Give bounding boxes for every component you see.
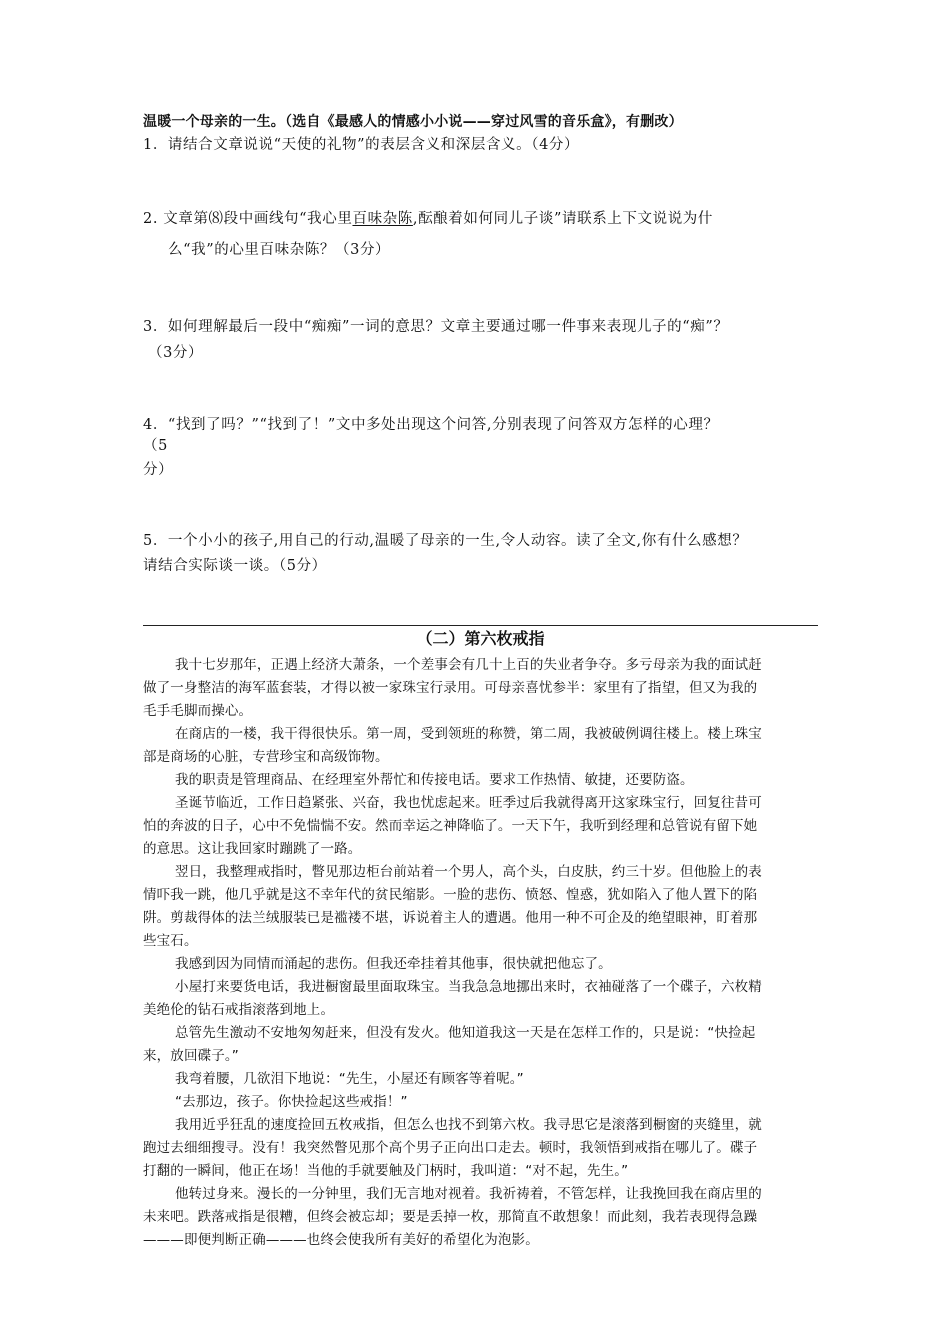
question-4-line-1: 4．“找到了吗？”“找到了！”文中多处出现这个问答,分别表现了问答双方怎样的心理？ [143, 417, 719, 433]
question-2-line-1 [143, 208, 713, 230]
question-1: 1．请结合文章说说“天使的礼物”的表层含义和深层含义。（4分） [143, 137, 580, 153]
question-3-line-1: 3．如何理解最后一段中“痴痴”一词的意思？文章主要通过哪一件事来表现儿子的“痴”？ [143, 319, 729, 335]
story-line: 小屋打来要货电话，我进橱窗最里面取珠宝。当我急急地挪出来时，衣袖碰落了一个碟子，六枚精 [175, 979, 762, 995]
underlined-phrase: 百味杂陈 [352, 211, 413, 227]
story-line: 在商店的一楼，我干得很快乐。第一周，受到领班的称赞，第二周，我被破例调往楼上。楼上珠宝 [175, 726, 762, 742]
story-line: 的意思。这让我回家时蹦跳了一路。 [143, 841, 362, 857]
story-line: 我用近乎狂乱的速度捡回五枚戒指，但怎么也找不到第六枚。我寻思它是滚落到橱窗的夹缝里，就 [175, 1117, 762, 1133]
question-2-suffix: ,酝酿着如何同儿子谈”请联系上下文说说为什 [412, 211, 713, 227]
story-line: 未来吧。跌落戒指是很糟，但终会被忘却；要是丢掉一枚，那简直不敢想象！而此刻，我若表现得急躁 [143, 1209, 758, 1225]
story-line: ———即便判断正确———也终会使我所有美好的希望化为泡影。 [143, 1232, 539, 1248]
question-2-line-2: 么“我”的心里百味杂陈？（3分） [168, 242, 391, 258]
question-5-line-2: 请结合实际谈一谈。（5分） [143, 558, 327, 574]
question-4-line-2: （5 [143, 438, 168, 454]
story-line: “去那边，孩子。你快捡起这些戒指！” [175, 1094, 408, 1110]
story-line: 美绝伦的钻石戒指滚落到地上。 [143, 1002, 335, 1018]
story-line: 圣诞节临近，工作日趋紧张、兴奋，我也忧虑起来。旺季过后我就得离开这家珠宝行，回复往昔可 [175, 795, 762, 811]
story-line: 情吓我一跳，他几乎就是这不幸年代的贫民缩影。一脸的悲伤、愤怒、惶惑，犹如陷入了他人置下的陷 [143, 887, 758, 903]
question-2-prefix: 2. 文章第⑻段中画线句“我心里 [143, 211, 353, 227]
question-3-line-2: （3分） [148, 345, 204, 361]
story-title: （二）第六枚戒指 [416, 629, 545, 648]
story-line: 怕的奔波的日子，心中不免惴惴不安。然而幸运之神降临了。一天下午，我听到经理和总管说有留下她 [143, 818, 758, 834]
question-4-line-3: 分） [143, 462, 174, 478]
story-line: 毛手毛脚而操心。 [143, 703, 253, 719]
story-line: 打翻的一瞬间，他正在场！当他的手就要触及门柄时，我叫道：“对不起，先生。” [143, 1163, 629, 1179]
story-line: 做了一身整洁的海军蓝套装，才得以被一家珠宝行录用。可母亲喜忧参半：家里有了指望，但又为我的 [143, 680, 758, 696]
story-line: 阱。剪裁得体的法兰绒服装已是褴褛不堪，诉说着主人的遭遇。他用一种不可企及的绝望眼神，盯着那 [143, 910, 758, 926]
story-line: 些宝石。 [143, 933, 198, 949]
story-line: 我感到因为同情而涌起的悲伤。但我还牵挂着其他事，很快就把他忘了。 [175, 956, 612, 972]
story-line: 我的职责是管理商品、在经理室外帮忙和传接电话。要求工作热情、敏捷，还要防盗。 [175, 772, 694, 788]
story-line: 来，放回碟子。” [143, 1048, 239, 1064]
story-line: 我十七岁那年，正遇上经济大萧条，一个差事会有几十上百的失业者争夺。多亏母亲为我的面试赶 [175, 657, 762, 673]
story-line: 跑过去细细搜寻。没有！我突然瞥见那个高个男子正向出口走去。顿时，我领悟到戒指在哪儿了。碟子 [143, 1140, 758, 1156]
story-line: 我弯着腰，几欲泪下地说：“先生，小屋还有顾客等着呢。” [175, 1071, 524, 1087]
section-divider [143, 625, 818, 626]
story-line: 部是商场的心脏，专营珍宝和高级饰物。 [143, 749, 389, 765]
story-line: 总管先生激动不安地匆匆赶来，但没有发火。他知道我这一天是在怎样工作的，只是说：“快捡起 [175, 1025, 756, 1041]
story-line: 他转过身来。漫长的一分钟里，我们无言地对视着。我祈祷着，不管怎样，让我挽回我在商店里的 [175, 1186, 762, 1202]
story-line: 翌日，我整理戒指时，瞥见那边柜台前站着一个男人，高个头，白皮肤，约三十岁。但他脸上的表 [175, 864, 762, 880]
intro-line: 温暖一个母亲的一生。（选自《最感人的情感小小说——穿过风雪的音乐盒》，有删改） [143, 114, 683, 130]
question-5-line-1: 5．一个小小的孩子,用自己的行动,温暖了母亲的一生,令人动容。读了全文,你有什么感想？ [143, 533, 748, 549]
